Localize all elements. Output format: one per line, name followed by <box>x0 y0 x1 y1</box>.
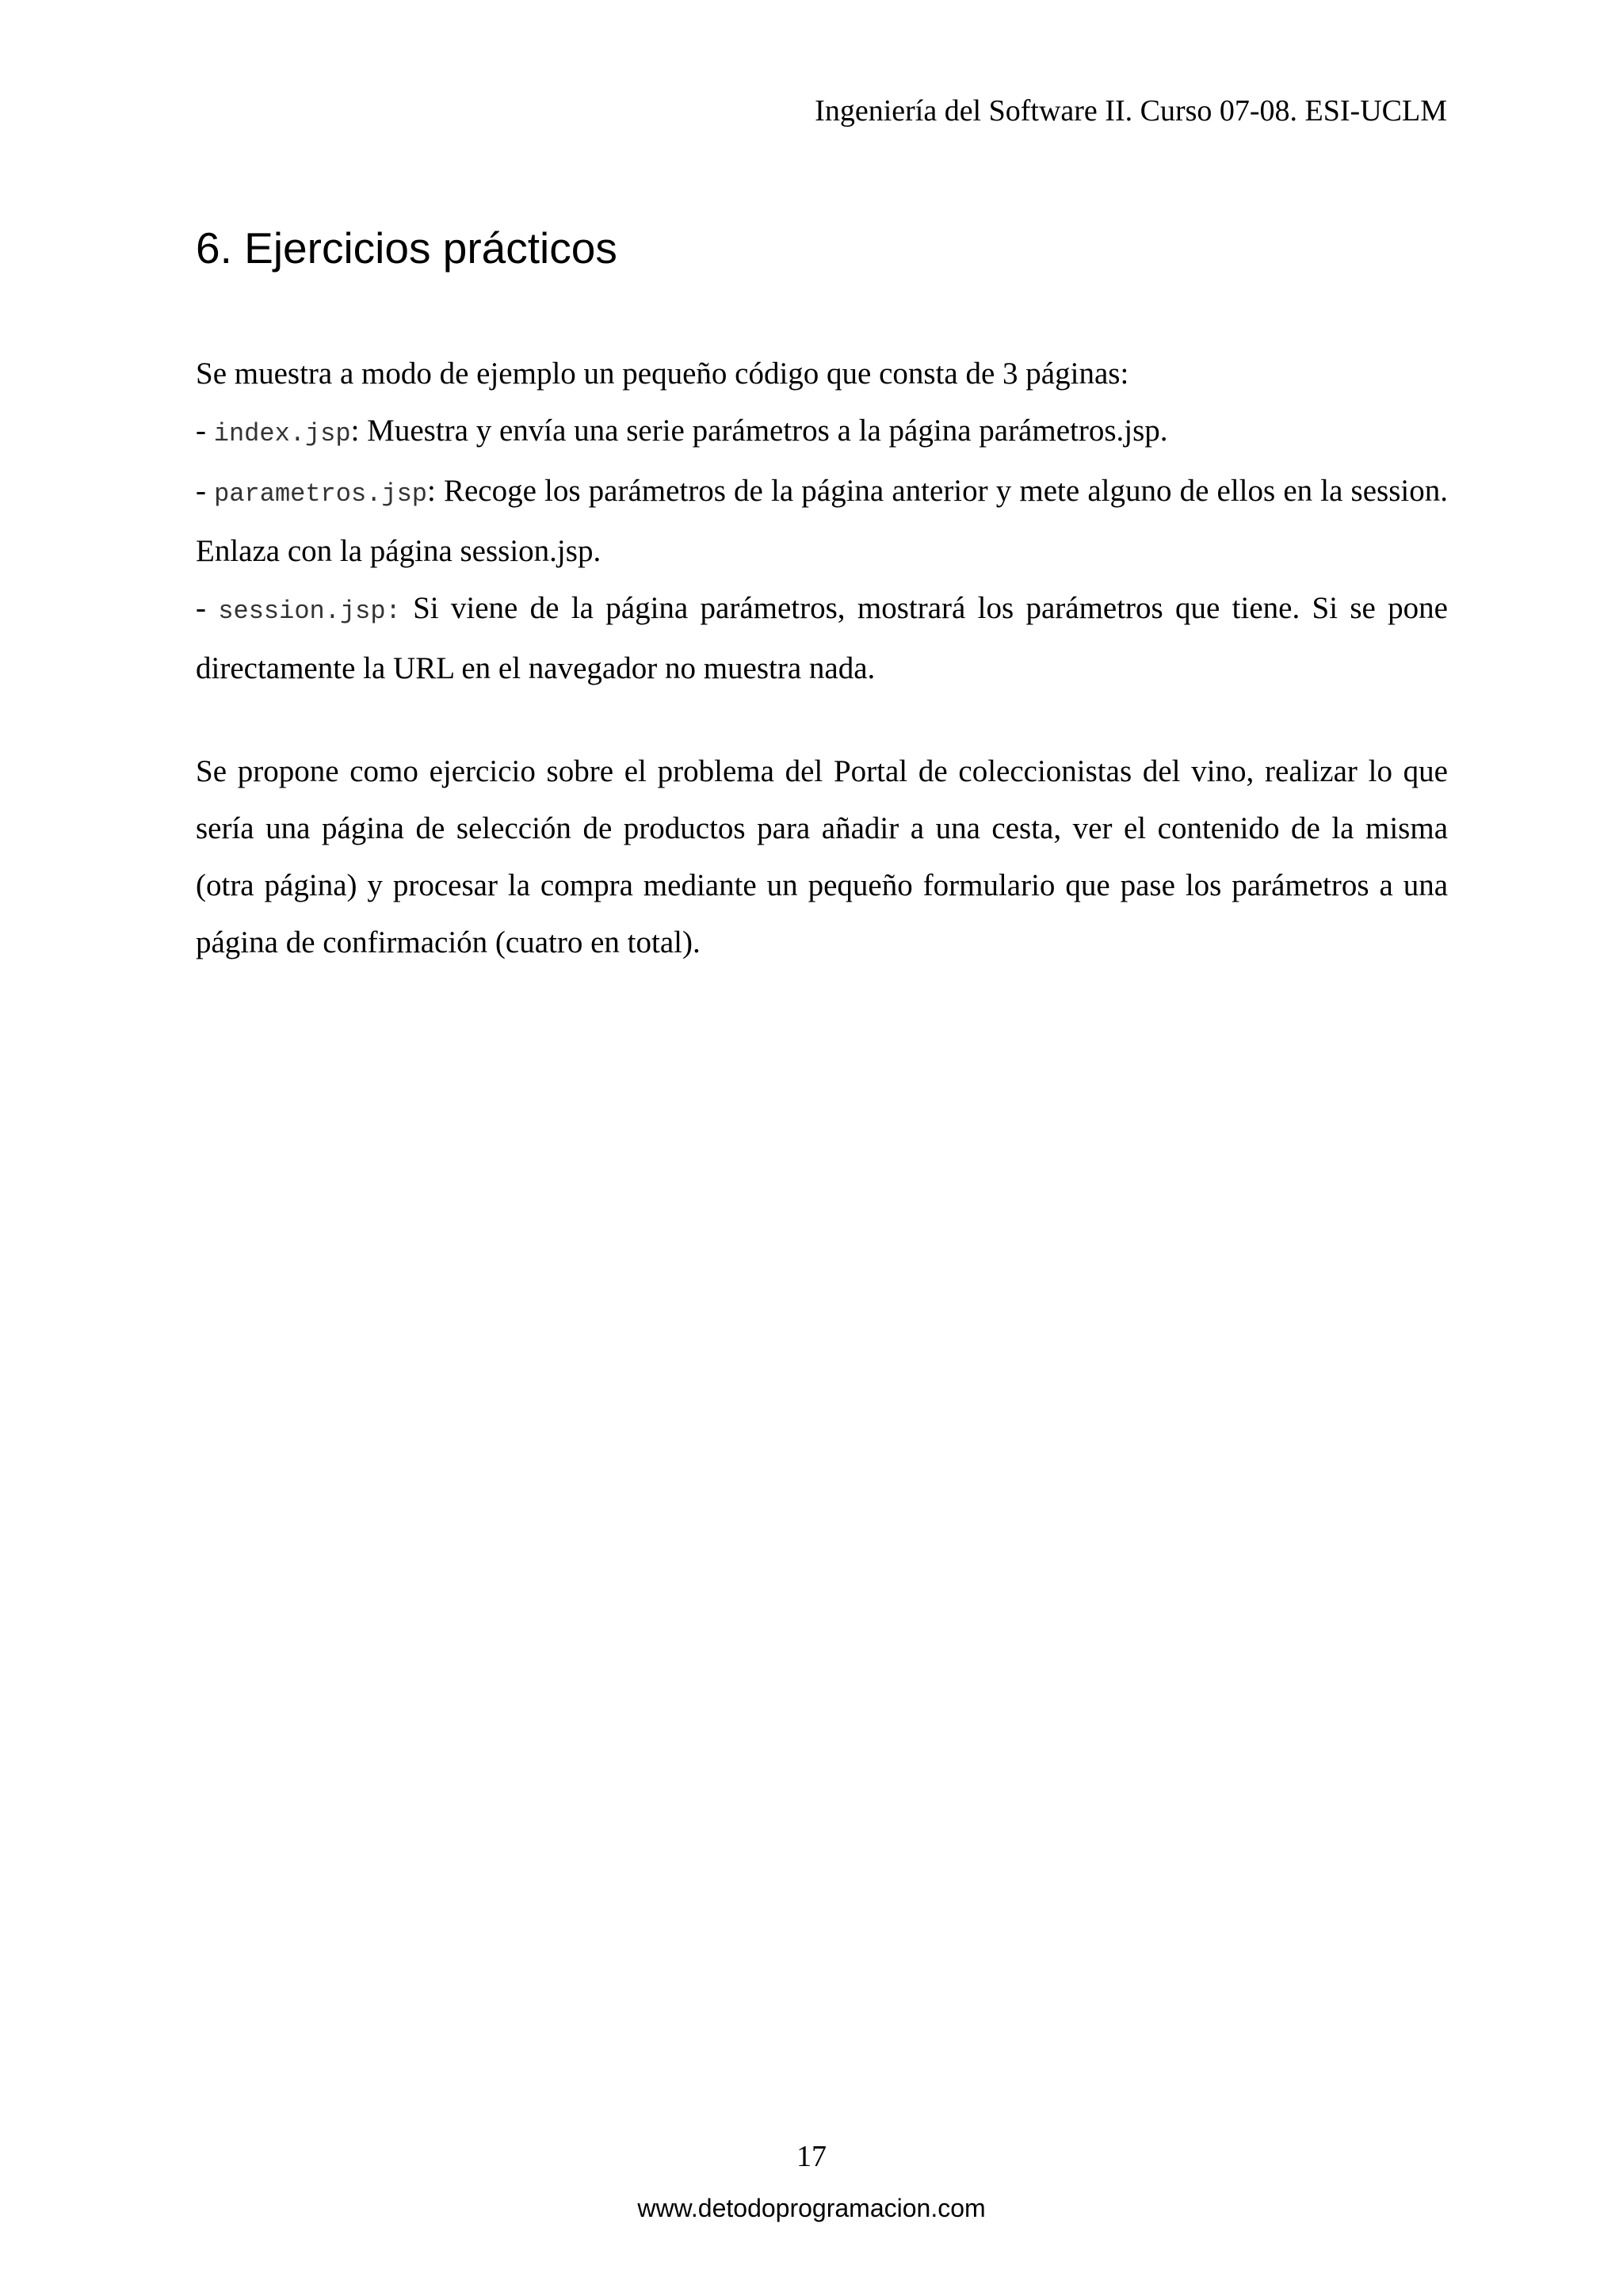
list-bullet: - <box>196 474 215 508</box>
running-header: Ingeniería del Software II. Curso 07-08. ESI-UCLM <box>815 94 1447 128</box>
code-filename: index.jsp <box>213 419 351 448</box>
code-filename: parametros.jsp <box>214 479 427 509</box>
exercise-block <box>196 743 1448 971</box>
website-footer: www.detodoprogramacion.com <box>637 2194 986 2222</box>
code-filename: session.jsp: <box>218 597 401 626</box>
list-item-text: : Recoge los parámetros de la página anterior y mete alguno de ellos en la session. Enlaza con la página session.jsp. <box>196 474 1448 568</box>
list-bullet: - <box>196 591 219 625</box>
intro-lead: Se muestra a modo de ejemplo un pequeño código que consta de 3 páginas: <box>196 357 1129 391</box>
exercise-paragraph: Se propone como ejercicio sobre el problema del Portal de coleccionistas del vino, realizar lo que sería una página de selección de productos para añadir a una cesta, ver el contenido de la misma (otra página) y procesar la compra mediante un pequeño formulario que pase los parámetros a una página de confirmación (cuatro en total). <box>196 754 1448 959</box>
list-item-session-jsp <box>196 580 1448 697</box>
list-item-text: : Muestra y envía una serie parámetros a la página parámetros.jsp. <box>350 414 1168 448</box>
page-number: 17 <box>796 2140 827 2173</box>
list-item-index-jsp <box>196 402 1448 463</box>
section-title: 6. Ejercicios prácticos <box>196 223 617 273</box>
list-item-text: Si viene de la página parámetros, mostrará los parámetros que tiene. Si se pone directamente la URL en el navegador no muestra nada. <box>196 591 1448 685</box>
list-bullet: - <box>196 414 214 448</box>
list-item-parametros-jsp <box>196 463 1448 580</box>
intro-block <box>196 345 1448 697</box>
